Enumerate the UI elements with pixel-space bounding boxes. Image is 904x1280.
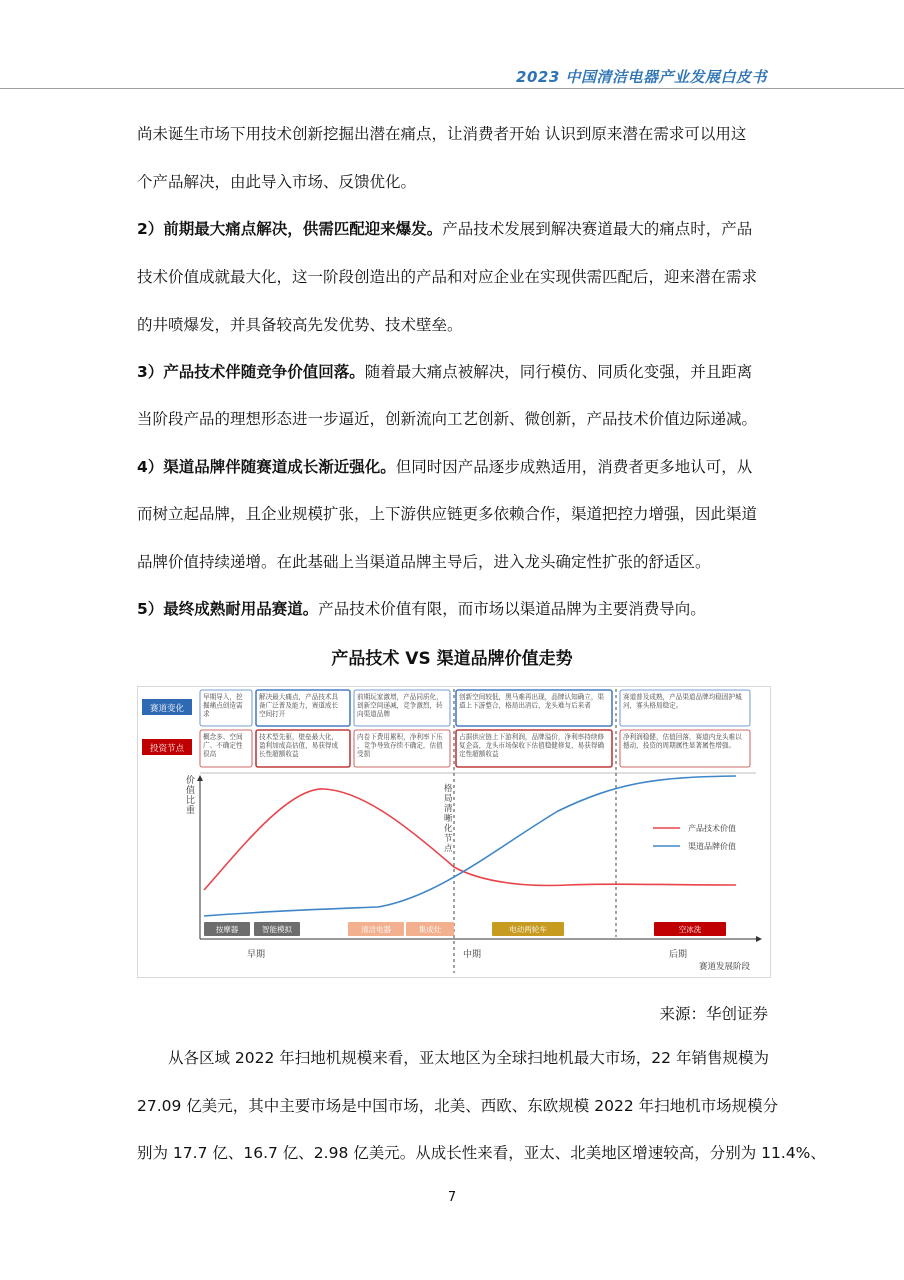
invest-box-line: ，竞争导致存续不确定，估值 — [357, 741, 443, 750]
paragraph-line: 技术价值成就最大化，这一阶段创造出的产品和对应企业在实现供需匹配后，迎来潜在需求 — [137, 268, 758, 286]
y-axis-label: 价值比重 — [186, 776, 196, 816]
invest-box-line: 内卷下费用累积，净利率下压 — [357, 733, 443, 741]
invest-box-line: 广、不确定性 — [203, 741, 243, 750]
track-box-line: 早期导入，挖 — [203, 693, 243, 701]
track-box-line: 掘痛点创造需 — [203, 701, 243, 710]
paragraph-line — [137, 457, 769, 477]
legend-tech: 产品技术价值 — [688, 824, 736, 833]
chart-svg — [138, 687, 770, 977]
paragraph-line: 别为 17.7 亿、16.7 亿、2.98 亿美元。从成长性来看，亚太、北美地区增速较高，分别为 11.4%、 — [137, 1144, 826, 1162]
chart-title: 产品技术 VS 渠道品牌价值走势 — [331, 649, 573, 669]
track-box-line: 河，寡头格局稳定。 — [623, 701, 683, 710]
tag-label: 智能模拟 — [262, 925, 292, 934]
track-box-line: 前期玩家激增，产品同质化， — [357, 693, 443, 701]
track-box-line: 向渠道品牌 — [357, 710, 390, 719]
paragraph-heading: 3）产品技术伴随竞争价值回落。 — [137, 363, 365, 381]
invest-box-line: 长性超额收益 — [259, 750, 299, 759]
invest-box-line: 定性超额收益 — [459, 750, 499, 759]
x-axis-label: 赛道发展阶段 — [698, 962, 750, 972]
track-box-line: 创新空间递减，竞争激烈，转 — [357, 701, 443, 710]
paragraph-text: 产品技术价值有限，而市场以渠道品牌为主要消费导向。 — [318, 600, 706, 618]
invest-box-line: 技术型先驱，壁垒最大化， — [259, 733, 339, 741]
paragraph-text: 产品技术发展到解决赛道最大的痛点时，产品 — [442, 220, 753, 238]
paragraph-line: 尚未诞生市场下用技术创新挖掘出潜在痛点，让消费者开始 认识到原来潜在需求可以用这 — [137, 125, 747, 143]
track-box-line: 创新空间较低，黑马难再出现，品牌认知确立，渠 — [459, 693, 605, 701]
invest-box-line: 概念多、空间 — [203, 733, 243, 741]
stage-label-early: 早期 — [246, 950, 266, 960]
stage-label-late: 后期 — [668, 950, 688, 960]
page-header — [0, 58, 904, 90]
paragraph-line — [137, 362, 769, 382]
x-axis-arrow — [756, 936, 762, 942]
paragraph-line — [137, 599, 769, 619]
paragraph-heading: 4）渠道品牌伴随赛道成长渐近强化。 — [137, 458, 396, 476]
chart-figure — [137, 686, 771, 978]
tag-label: 集成灶 — [418, 925, 442, 934]
track-box-line: 解决最大痛点，产品技术具 — [259, 693, 339, 701]
paragraph-line: 品牌价值持续递增。在此基础上当渠道品牌主导后，进入龙头确定性扩张的舒适区。 — [137, 553, 711, 571]
source-note: 来源：华创证券 — [659, 1005, 768, 1023]
node-label: 格局清晰化节点 — [444, 784, 453, 854]
stage-label-mid: 中期 — [462, 950, 482, 960]
track-box-line: 赛道普及成熟，产品渠道品牌均稳固护城 — [623, 693, 742, 701]
invest-box-line: 撼动，投资的周期属性显著属性增强。 — [623, 741, 736, 750]
track-box-line: 备广泛普及能力，赛道成长 — [259, 701, 339, 710]
paragraph-text: 但同时因产品逐步成熟适用，消费者更多地认可，从 — [395, 458, 753, 476]
paragraph-line: 从各区域 2022 年扫地机规模来看，亚太地区为全球扫地机最大市场，22 年销售规模为 — [168, 1049, 769, 1067]
paragraph-line: 的井喷爆发，并具备较高先发优势、技术壁垒。 — [137, 316, 463, 334]
paragraph-line: 而树立起品牌，且企业规模扩张，上下游供应链更多依赖合作，渠道把控力增强，因此渠道 — [137, 505, 758, 523]
track-box-line: 空间打开 — [259, 710, 286, 719]
invest-box-line: 很高 — [203, 750, 217, 759]
paragraph-line: 个产品解决，由此导入市场、反馈优化。 — [137, 173, 417, 191]
header-rule — [0, 88, 904, 89]
paragraph-heading: 5）最终成熟耐用品赛道。 — [137, 600, 319, 618]
invest-box-line: 盈利加成高估值，易获得成 — [259, 741, 339, 750]
invest-row-label: 投资节点 — [149, 744, 185, 754]
tag-label: 按摩器 — [215, 925, 239, 934]
paragraph-line — [137, 219, 769, 239]
track-box-line: 道上下游整合，格局出清后，龙头难与后来者 — [459, 701, 591, 710]
paragraph-line: 当阶段产品的理想形态进一步逼近，创新流向工艺创新、微创新，产品技术价值边际递减。 — [137, 410, 758, 428]
invest-box-line: 占据供应链上下游利润，品牌溢价，净利率持续修 — [459, 733, 605, 741]
legend-channel: 渠道品牌价值 — [688, 842, 736, 851]
tag-label: 清洁电器 — [361, 925, 391, 934]
y-axis-arrow — [197, 775, 203, 781]
header-title: 2023 中国清洁电器产业发展白皮书 — [516, 68, 767, 86]
tech-value-curve — [204, 789, 736, 890]
invest-box-line: 净利润稳健，估值回落，赛道内龙头难以 — [623, 733, 742, 741]
paragraph-line: 27.09 亿美元，其中主要市场是中国市场，北美、西欧、东欧规模 2022 年扫地机市场规模分 — [137, 1097, 779, 1115]
track-box-line: 求 — [203, 710, 210, 719]
track-row-label: 赛道变化 — [149, 704, 185, 714]
paragraph-text: 随着最大痛点被解决，同行模仿、同质化变强，并且距离 — [364, 363, 753, 381]
tag-label: 电动两轮车 — [509, 925, 547, 934]
invest-box-line: 受损 — [357, 750, 371, 759]
page-number: 7 — [447, 1190, 457, 1205]
invest-box-line: 复企高，龙头市场保收下估值稳健修复，易获得确 — [459, 741, 605, 750]
paragraph-heading: 2）前期最大痛点解决，供需匹配迎来爆发。 — [137, 220, 443, 238]
tag-label: 空冰洗 — [678, 925, 702, 934]
